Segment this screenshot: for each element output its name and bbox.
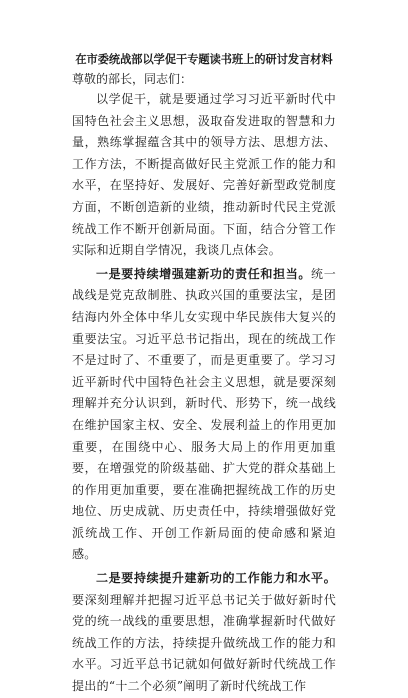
document-title: 在市委统战部以学促干专题读书班上的研讨发言材料 (75, 53, 333, 66)
paragraph-intro (72, 89, 336, 262)
paragraph-lead: 一是要持续增强建新功的责任和担当。 (96, 266, 312, 281)
paragraph-text: 统一战线是党克敌制胜、执政兴国的重要法宝，是团结海内外全体中华儿女实现中华民族伟大复兴的重要法宝。习近平总书记指出，现在的统战工作不是过时了、不重要了，而是更重要了。学习习近平新时代中国特色社会主义思想，就是要深刻理解并充分认识到，新时代、形势下，统一战线在维护国家主权、安全、发展利益上的作用更加重要，在围绕中心、服务大局上的作用更加重要，在增强党的阶级基础、扩大党的群众基础上的作用更加重要，要在准确把握统战工作的历史地位、历史成就、历史责任中，持续增强做好党派统战工作、开创工作新局面的使命感和紧迫感。 (72, 266, 336, 562)
paragraph-text: 以学促干，就是要通过学习习近平新时代中国特色社会主义思想，汲取奋发进取的智慧和力量，熟练掌握蕴含其中的领导方法、思想方法、工作方法，不断提高做好民主党派工作的能力和水平，在坚持好、发展好、完善好新型政党制度方面，不断创造新的业绩，推动新时代民主党派统战工作不断开创新局面。下面，结合分管工作实际和近期自学情况，我谈几点体会。 (72, 92, 336, 258)
paragraph-point-two (72, 568, 336, 698)
paragraph-point-one (72, 264, 336, 566)
salutation: 尊敬的部长，同志们： (72, 72, 193, 86)
paragraph-text: 要深刻理解并把握习近平总书记关于做好新时代党的统一战线的重要思想，准确掌握新时代做好统战工作的方法，持续提升做统战工作的能力和水平。习近平总书记就如何做好新时代统战工作提出的“十二个必须”阐明了新时代统战工作 (72, 592, 336, 694)
paragraph-lead: 二是要持续提升建新功的工作能力和水平。 (96, 571, 336, 586)
